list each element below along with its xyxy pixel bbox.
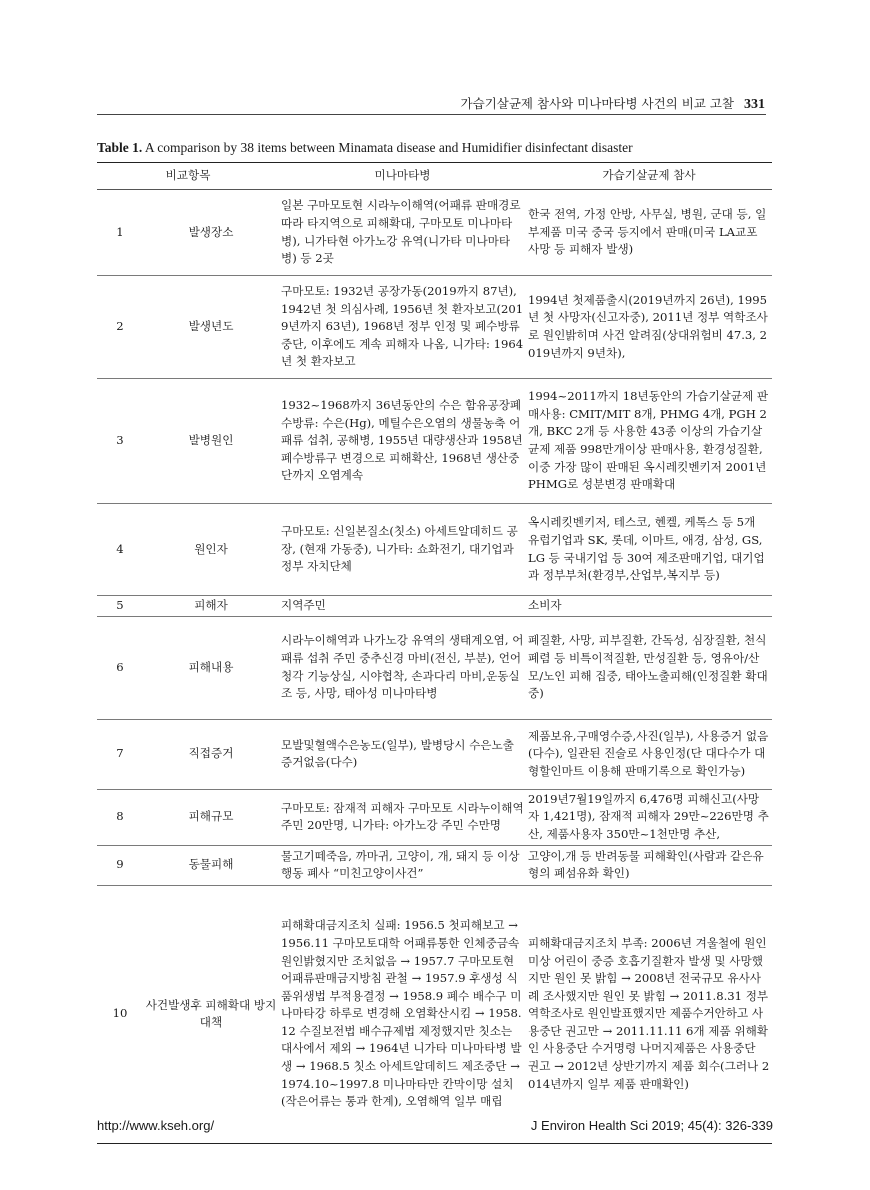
row-item: 동물피해 [143,845,279,885]
row-number: 10 [97,885,143,1143]
row-number: 3 [97,379,143,504]
table-row [97,596,772,617]
header-humidifier: 가습기살균제 참사 [526,163,772,190]
row-item: 피해내용 [143,616,279,719]
row-minamata: 시라누이해역과 나가노강 유역의 생태계오염, 어패류 섭취 주민 중추신경 마비(전신, 부분), 언어청각 기능상실, 시야협착, 손과다리 마비,운동실조 등, 사망, 태아성 미나마타병 [279,616,526,719]
comparison-table [97,162,772,1144]
table-row [97,616,772,719]
row-humidifier: 2019년7월19일까지 6,476명 피해신고(사망자 1,421명), 잠재적 피해자 29만~226만명 추산, 제품사용자 350만~1천만명 추산, [526,789,772,845]
table-header-row [97,163,772,190]
row-humidifier: 폐질환, 사망, 피부질환, 간독성, 심장질환, 천식 폐렴 등 비특이적질환, 만성질환 등, 영유아/산모/노인 피해 집중, 태아노출피해(인정질환 확대중) [526,616,772,719]
table-row [97,789,772,845]
row-minamata: 구마모토: 1932년 공장가동(2019까지 87년), 1942년 첫 의심사례, 1956년 첫 환자보고(2019년까지 63년), 1968년 정부 인정 및 폐수방류중단, 이후에도 계속 피해자 나옴, 니가타: 1964년 첫 환자보고 [279,276,526,379]
row-humidifier: 고양이,개 등 반려동물 피해확인(사람과 같은유형의 폐섬유화 확인) [526,845,772,885]
row-item: 사건발생후 피해확대 방지대책 [143,885,279,1143]
row-number: 6 [97,616,143,719]
page-number: 331 [744,97,765,112]
table-row [97,379,772,504]
row-humidifier: 옥시레킷벤키저, 테스코, 헨켈, 케톡스 등 5개 유럽기업과 SK, 롯데, 이마트, 애경, 삼성, GS, LG 등 국내기업 등 30여 제조판매기업, 대기업과 정부부처(환경부,산업부,복지부 등) [526,504,772,596]
row-number: 8 [97,789,143,845]
row-item: 피해규모 [143,789,279,845]
table-row [97,190,772,276]
row-item: 피해자 [143,596,279,617]
running-head [461,94,765,113]
table-caption-label: Table 1. [97,140,143,155]
row-humidifier: 소비자 [526,596,772,617]
row-minamata: 구마모토: 잠재적 피해자 구마모토 시라누이해역 주민 20만명, 니가타: 아가노강 주민 수만명 [279,789,526,845]
row-minamata: 1932~1968까지 36년동안의 수은 함유공장폐수방류: 수은(Hg), 메틸수은오염의 생물농축 어패류 섭취, 공해병, 1955년 대량생산과 1958년 폐수방류구 변경으로 피해확산, 1968년 생산중단까지 오염계속 [279,379,526,504]
row-number: 1 [97,190,143,276]
row-humidifier: 한국 전역, 가정 안방, 사무실, 병원, 군대 등, 일부제품 미국 중국 등지에서 판매(미국 LA교포 사망 등 피해자 발생) [526,190,772,276]
footer-journal: J Environ Health Sci 2019; 45(4): 326-339 [530,1118,773,1133]
table-caption-text: A comparison by 38 items between Minamata disease and Humidifier disinfectant disaster [144,140,633,155]
row-number: 4 [97,504,143,596]
row-minamata: 피해확대금지조치 실패: 1956.5 첫피해보고 → 1956.11 구마모토대학 어패류통한 인체중금속 원인밝혔지만 조치없음 → 1957.7 구마모토현 어패류판매금지방침 관철 → 1957.9 후생성 식품위생법 부적용결정 → 1958.9 폐수 배수구 미나마타강 하루로 변경해 오염확산시킴 → 1958.12 수질보전법 배수규제법 제정했지만 칫소는 대사에서 제외 → 1964년 니가타 미나마타병 발생 → 1968.5 칫소 아세트알데히드 제조중단 → 1974.10~1997.8 미나마타만 칸막이망 설치(작은어류는 통과 한계), 오염해역 일부 매립 [279,885,526,1143]
header-rule [97,114,766,115]
row-minamata: 구마모토: 신일본질소(칫소) 아세트알데히드 공장, (현재 가동중), 니가타: 쇼화전기, 대기업과 정부 자치단체 [279,504,526,596]
row-number: 7 [97,719,143,789]
table-row [97,845,772,885]
row-item: 직접증거 [143,719,279,789]
row-minamata: 일본 구마모토현 시라누이해역(어패류 판매경로따라 타지역으로 피해확대, 구마모토 미나마타병), 니가타현 아가노강 유역(니가타 미나마타병) 등 2곳 [279,190,526,276]
row-number: 2 [97,276,143,379]
row-minamata: 모발및혈액수은농도(일부), 발병당시 수은노출 증거없음(다수) [279,719,526,789]
row-item: 발생장소 [143,190,279,276]
row-minamata: 물고기떼죽음, 까마귀, 고양이, 개, 돼지 등 이상행동 폐사 “미친고양이사건” [279,845,526,885]
table-row [97,276,772,379]
table-caption [97,140,797,156]
row-humidifier: 1994~2011까지 18년동안의 가습기살균제 판매사용: CMIT/MIT 8개, PHMG 4개, PGH 2개, BKC 2개 등 사용한 43종 이상의 가습기살균제 제품 998만개이상 판매사용, 환경성질환, 이중 가장 많이 판매된 옥시레킷벤키저 2001년 PHMG로 성분변경 판매확대 [526,379,772,504]
row-number: 5 [97,596,143,617]
header-minamata: 미나마타병 [279,163,526,190]
row-item: 발생년도 [143,276,279,379]
row-humidifier: 피해확대금지조치 부족: 2006년 겨울철에 원인미상 어린이 중증 호흡기질환자 발생 및 사망했지만 원인 못 밝힘 → 2008년 전국규모 유사사례 조사했지만 원인 못 밝힘 → 2011.8.31 정부 역학조사로 원인발표했지만 제품수거안하고 사용중단 권고만 → 2011.11.11 6개 제품 위해확인 사용중단 수거명령 나머지제품은 사용중단 권고 → 2012년 상반기까지 제품 회수(그러나 2014년까지 일부 제품 판매확인) [526,885,772,1143]
footer-url: http://www.kseh.org/ [97,1118,215,1133]
row-humidifier: 제품보유,구매영수증,사진(일부), 사용증거 없음(다수), 일관된 진술로 사용인정(단 대다수가 대형할인마트 이용해 판매기록으로 확인가능) [526,719,772,789]
row-humidifier: 1994년 첫제품출시(2019년까지 26년), 1995년 첫 사망자(신고자중), 2011년 정부 역학조사로 원인밝히며 사건 알려짐(상대위험비 47.3, 2019년까지 9년차), [526,276,772,379]
table-row [97,504,772,596]
table-row [97,885,772,1143]
row-item: 원인자 [143,504,279,596]
running-head-title: 가습기살균제 참사와 미나마타병 사건의 비교 고찰 [460,96,734,111]
table-row [97,719,772,789]
row-item: 발병원인 [143,379,279,504]
row-minamata: 지역주민 [279,596,526,617]
row-number: 9 [97,845,143,885]
header-item: 비교항목 [97,163,279,190]
